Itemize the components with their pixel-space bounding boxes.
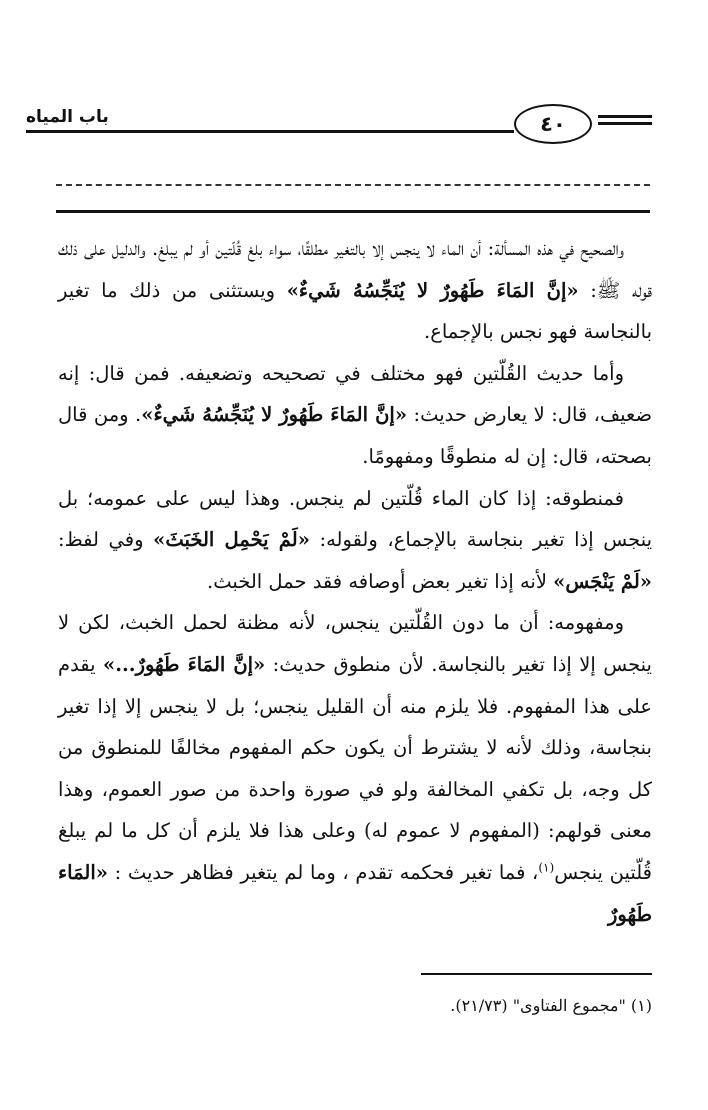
page-number-oval (514, 104, 592, 144)
hadith-quote: «لَمْ يَحْمِل الخَبَثَ» (153, 528, 310, 552)
paragraph-1: والصحيح في هذه المسألة: أن الماء لا ينجس إلا بالتغير مطلقًا، سواء بلغ قُلّتين أو لم يبلغ. والدليل على ذلك قوله ﷺ: «إنَّ المَاءَ طَهُورٌ لا يُنَجِّسُهُ شَيءٌ» ويستثنى من ذلك ما تغير بالنجاسة فهو نجس بالإجماع. (58, 237, 652, 344)
hadith-quote: «إنَّ المَاءَ طَهُورٌ لا يُنَجِّسُهُ شَيءٌ» (141, 403, 408, 427)
hadith-quote: «إنَّ المَاءَ طَهُورٌ...» (103, 652, 266, 676)
hadith-quote: «المَاء طَهُورٌ (58, 860, 652, 926)
header-rule (26, 130, 514, 133)
chapter-title: باب المياه (26, 107, 109, 127)
paragraph-2: وأما حديث القُلّتين فهو مختلف في تصحيحه وتضعيفه. فمن قال: إنه ضعيف، قال: لا يعارض حديث: «إنَّ المَاءَ طَهُورٌ لا يُنَجِّسُهُ شَيءٌ». ومن قال بصحته، قال: إن له منطوقًا ومفهومًا. (58, 361, 652, 468)
hadith-quote: «لَمْ يَنْجَس» (553, 569, 652, 593)
paragraph-4: ومفهومه: أن ما دون القُلّتين ينجس، لأنه مظنة لحمل الخبث، لكن لا ينجس إلا إذا تغير بالنجاسة. لأن منطوق حديث: «إنَّ المَاءَ طَهُورٌ...» يقدم على هذا المفهوم. فلا يلزم منه أن القليل ينجس؛ بل لا ينجس إلا إذا تغير بنجاسة، وذلك لأنه لا يشترط أن يكون حكم المفهوم مخالفًا للمنطوق من كل وجه، بل تكفي المخالفة ولو في صورة واحدة من صور العموم، وهذا معنى قولهم: (المفهوم لا عموم له) وعلى هذا فلا يلزم أن كل ما لم يبلغ قُلّتين ينجس$^{(١)}$، فما تغير فحكمه تقدم ، وما لم يتغير فظاهر حديث : «المَاء طَهُورٌ (58, 611, 653, 926)
dashed-divider (56, 184, 650, 186)
footnote: (١) "مجموع الفتاوى" (٢١/٧٣). (450, 996, 652, 1015)
footnote-rule (421, 973, 652, 975)
hadith-quote: «إنَّ المَاءَ طَهُورٌ لا يُنَجِّسُهُ شَيءٌ» (286, 278, 579, 302)
solid-divider (56, 210, 650, 213)
header-double-bars (598, 115, 652, 133)
paragraph-3: فمنطوقه: إذا كان الماء قُلّتين لم ينجس. وهذا ليس على عمومه؛ بل ينجس إذا تغير بنجاسة بالإجماع، ولقوله: «لَمْ يَحْمِل الخَبَثَ» وفي لفظ: «لَمْ يَنْجَس» لأنه إذا تغير بعض أوصافه فقد حمل الخبث. (58, 486, 653, 593)
footnote-reference: (١) (538, 860, 555, 875)
page-number: ٤٠ (540, 111, 566, 136)
body-text (58, 228, 652, 935)
